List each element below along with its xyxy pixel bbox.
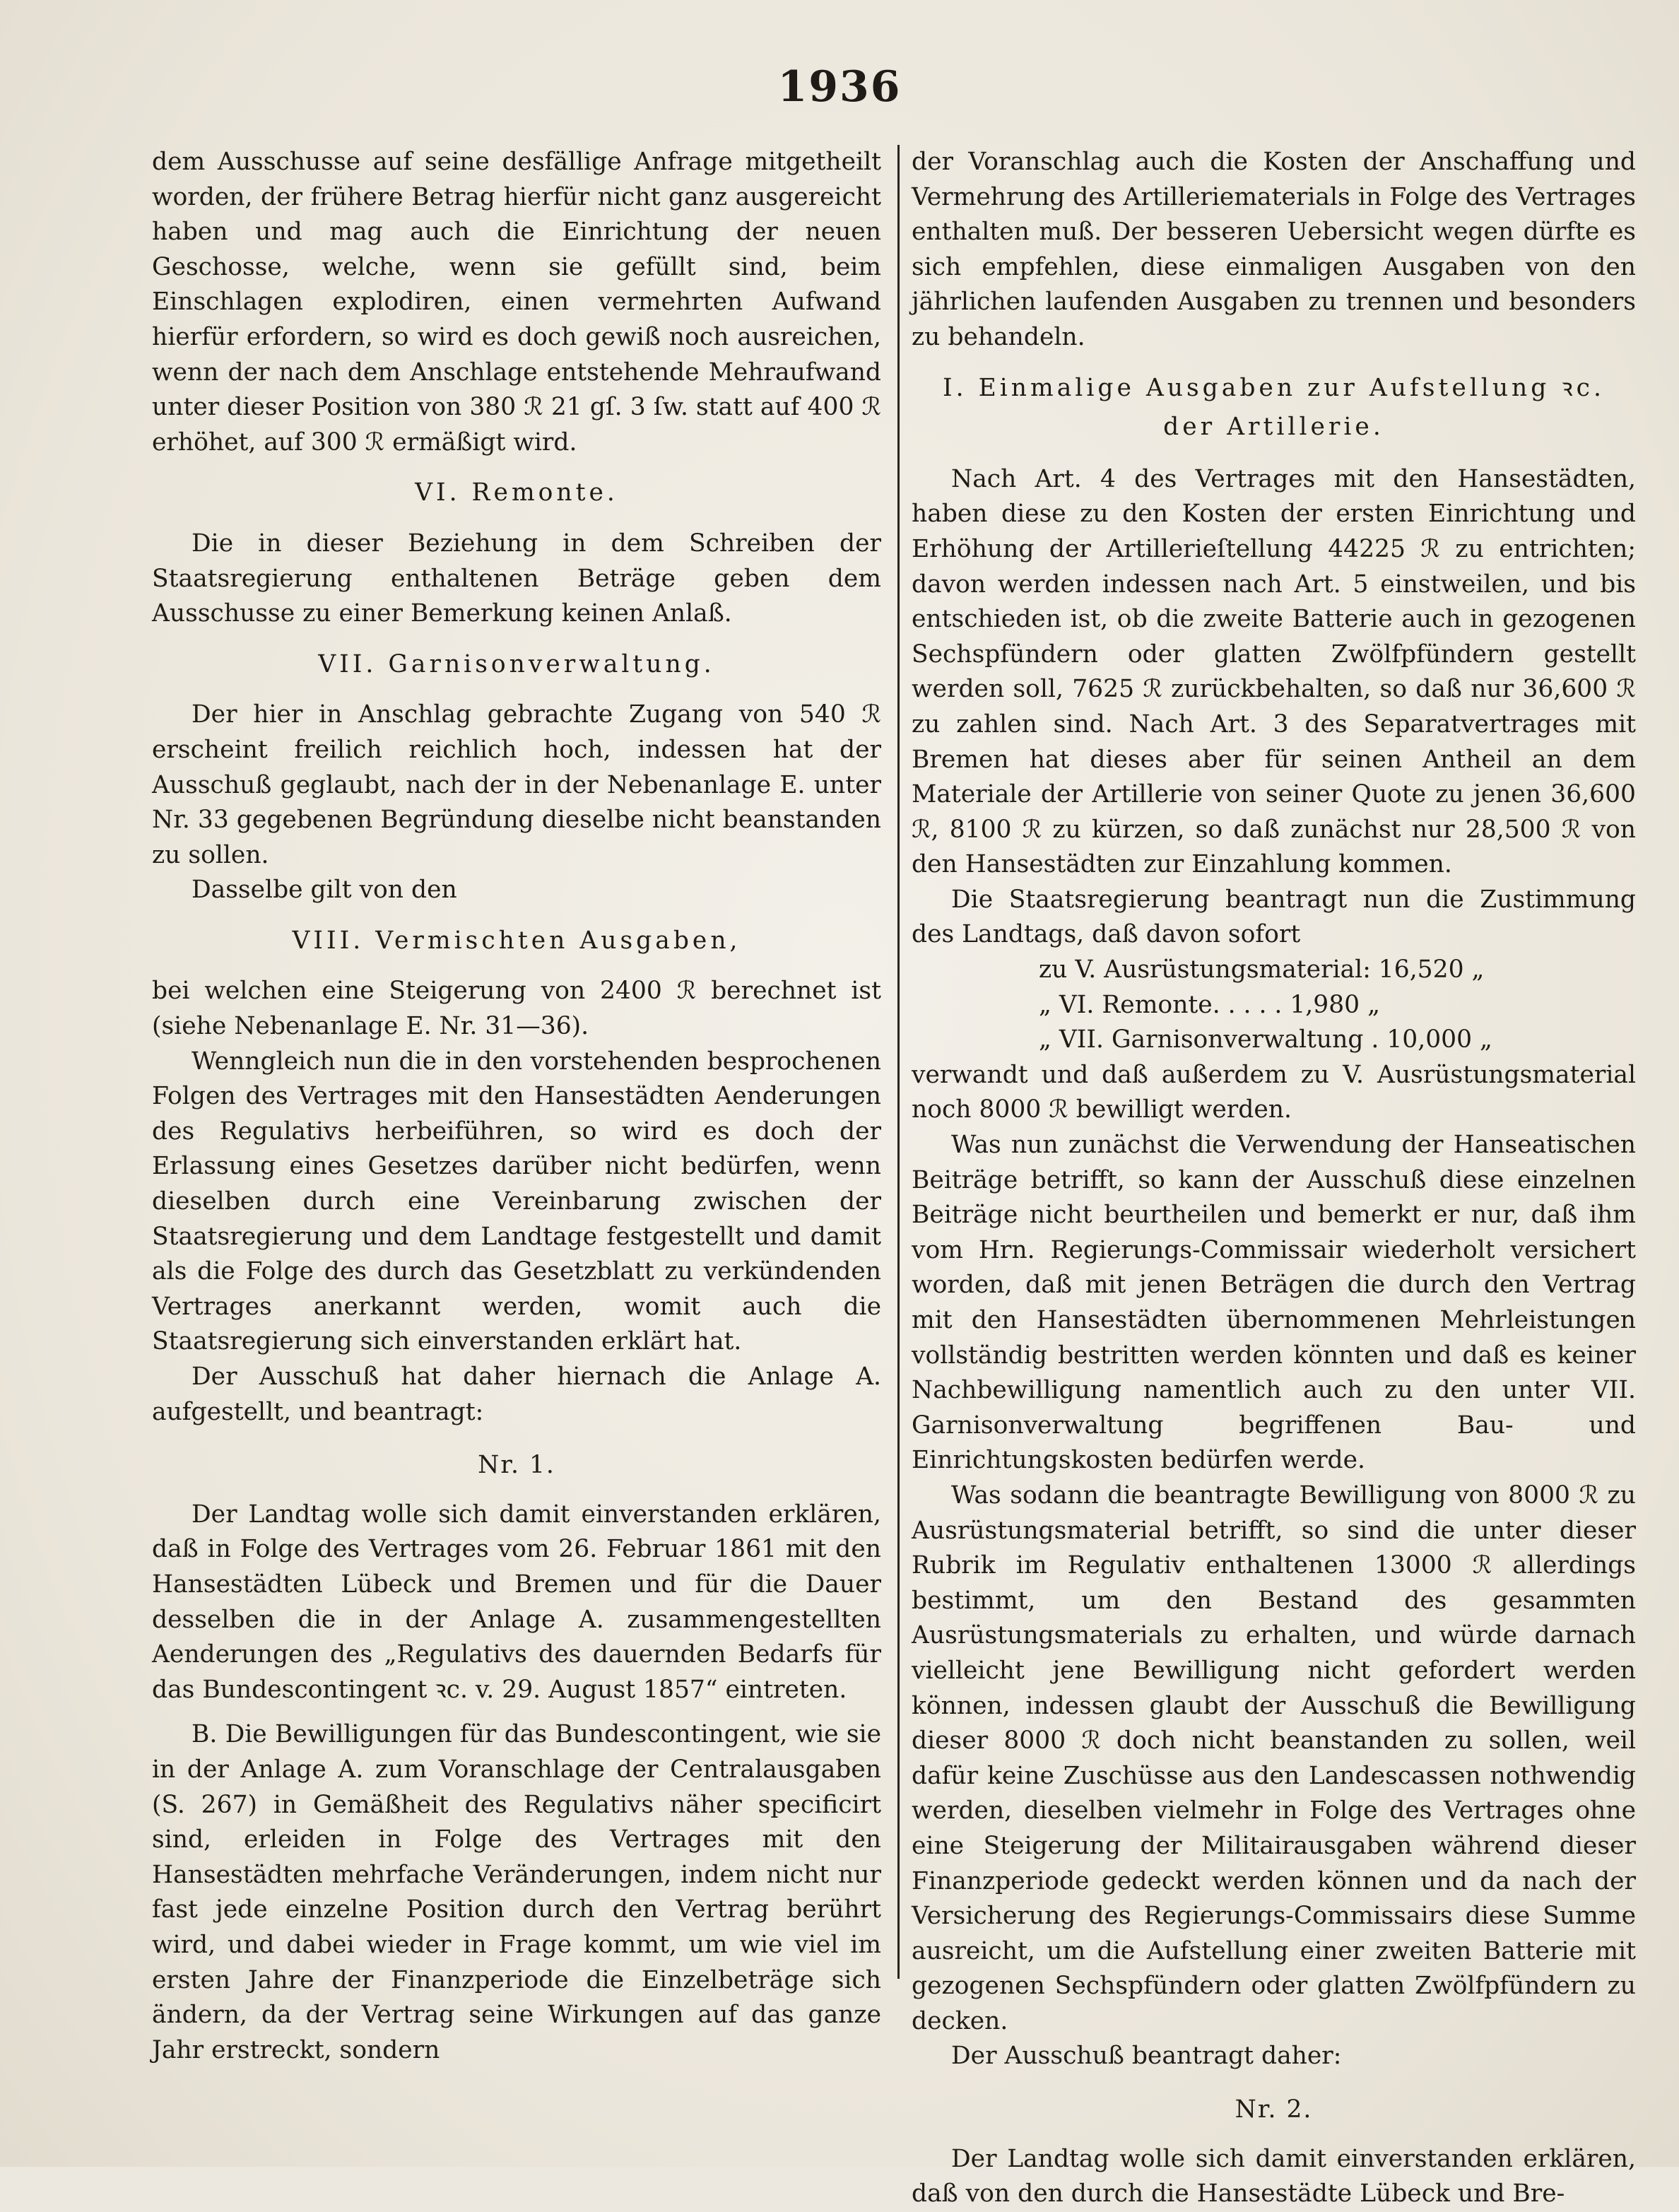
paragraph: Die Staatsregierung beantragt nun die Zustimmung des Landtags, daß davon sofort [912,885,1636,949]
paragraph: Nach Art. 4 des Vertrages mit den Hansestädten, haben diese zu den Kosten der ersten Einrichtung und Erhöhung der Artillerieſtellung 44225 ℛ︀ zu entrichten; davon werden indessen nach Art. 5 einstweilen, und bis entschieden ist, ob die zweite Batterie auch in gezogenen Sechspfündern oder glatten Zwölfpfündern gestellt werden soll, 7625 ℛ︀ zurückbehalten, so daß nur 36,600 ℛ︀ zu zahlen sind. Nach Art. 3 des Separatvertrages mit Bremen hat dieses aber für seinen Antheil an dem Materiale der Artillerie von seiner Quote zu jenen 36,600 ℛ︀, 8100 ℛ︀ zu kürzen, so daß zunächst nur 28,500 ℛ︀ von den Hansestädten zur Einzahlung kommen. [912,464,1636,879]
motion-heading-nr1: Nr. 1. [478,1451,555,1480]
column-divider [897,145,900,1979]
section-heading-i-cont: der Artillerie. [1163,413,1384,442]
motion-heading-nr2: Nr. 2. [1235,2095,1313,2124]
list-item: „ VI. Remonte. . . . . 1,980 „ [1039,990,1380,1019]
left-column [152,145,881,2068]
paragraph: Dasselbe gilt von den [192,876,457,905]
page-number: 1936 [777,62,902,112]
paragraph: B. Die Bewilligungen für das Bundescontingent, wie sie in der Anlage A. zum Voranschlage der Centralausgaben (S. 267) in Gemäßheit des Regulativs näher specificirt sind, erleiden in Folge des Vertrages mit den Hansestädten mehrfache Veränderungen, indem nicht nur fast jede einzelne Position durch den Vertrag berührt wird, und dabei wieder in Frage kommt, um wie viel im ersten Jahre der Finanzperiode die Einzelbeträge sich ändern, da der Vertrag seine Wirkungen auf das ganze Jahr erstreckt, sondern [152,1720,881,2064]
paragraph: Was nun zunächst die Verwendung der Hanseatischen Beiträge betrifft, so kann der Ausschuß diese einzelnen Beiträge nicht beurtheilen und bemerkt er nur, daß ihm vom Hrn. Regierungs-Commissair wiederholt versichert worden, daß mit jenen Beträgen die durch den Vertrag mit den Hansestädten übernommenen Mehrleistungen vollständig bestritten werden könnten und daß es keiner Nachbewilligung namentlich auch zu den unter VII. Garnisonverwaltung begriffenen Bau- und Einrichtungskosten bedürfen werde. [912,1131,1636,1475]
paragraph: Wenngleich nun die in den vorstehenden besprochenen Folgen des Vertrages mit den Hansestädten Aenderungen des Regulativs herbeiführen, so wird es doch der Erlassung eines Gesetzes darüber nicht bedürfen, wenn dieselben durch eine Vereinbarung zwischen der Staatsregierung und dem Landtage festgestellt und damit als die Folge des durch das Gesetzblatt zu verkündenden Vertrages anerkannt werden, womit auch die Staatsregierung sich einverstanden erklärt hat. [152,1047,881,1356]
paragraph: Der Ausschuß hat daher hiernach die Anlage A. aufgestellt, und beantragt: [152,1363,881,1426]
paragraph: verwandt und daß außerdem zu V. Ausrüstungsmaterial noch 8000 ℛ︀ bewilligt werden. [912,1060,1636,1124]
paragraph: Die in dieser Beziehung in dem Schreiben der Staatsregierung enthaltenen Beträge geben dem Ausschusse zu einer Bemerkung keinen Anlaß. [152,529,881,628]
section-heading-vi: VI. Remonte. [415,478,618,507]
paragraph: Was sodann die beantragte Bewilligung von 8000 ℛ︀ zu Ausrüstungsmaterial betrifft, so sind die unter dieser Rubrik im Regulativ enthaltenen 13000 ℛ︀ allerdings bestimmt, um den Bestand des gesammten Ausrüstungsmaterials zu erhalten, und würde darnach vielleicht jene Bewilligung nicht gefordert werden können, indessen glaubt der Ausschuß die Bewilligung dieser 8000 ℛ︀ doch nicht beanstanden zu sollen, weil dafür keine Zuschüsse aus den Landescassen nothwendig werden, dieselben vielmehr in Folge des Vertrages ohne eine Steigerung der Militairausgaben während dieser Finanzperiode gedeckt werden können und da nach der Versicherung des Regierungs-Commissairs diese Summe ausreicht, um die Aufstellung einer zweiten Batterie mit gezogenen Sechspfündern oder glatten Zwölfpfündern zu decken. [912,1481,1636,2035]
list-item: zu V. Ausrüstungsmaterial: 16,520 „ [1039,955,1485,984]
section-heading-vii: VII. Garnisonverwaltung. [318,649,715,678]
paragraph: bei welchen eine Steigerung von 2400 ℛ︀ berechnet ist (siehe Nebenanlage E. Nr. 31—36). [152,977,881,1041]
paragraph: Der hier in Anschlag gebrachte Zugang von 540 ℛ︀ erscheint freilich reichlich hoch, indessen hat der Ausschuß geglaubt, nach der in der Nebenanlage E. unter Nr. 33 gegebenen Begründung dieselbe nicht beanstanden zu sollen. [152,700,881,869]
section-heading-viii: VIII. Vermischten Ausgaben, [292,926,741,955]
list-item: „ VII. Garnisonverwaltung . 10,000 „ [1039,1025,1492,1054]
paragraph: Der Ausschuß beantragt daher: [951,2042,1342,2071]
paragraph: dem Ausschusse auf seine desfällige Anfrage mitgetheilt worden, der frühere Betrag hierfür nicht ganz ausgereicht haben und mag auch die Einrichtung der neuen Geschosse, welche, wenn sie gefüllt sind, beim Einschlagen explodiren, einen vermehrten Aufwand hierfür erfordern, so wird es doch gewiß noch ausreichen, wenn der nach dem Anschlage entstehende Mehraufwand unter dieser Position von 380 ℛ︀ 21 gſ. 3 ſw. statt auf 400 ℛ︀ erhöhet, auf 300 ℛ︀ ermäßigt wird. [152,148,881,457]
motion-text: Der Landtag wolle sich damit einverstanden erklären, daß von den durch die Hansestädte Lübeck und Bre- [912,2144,1636,2208]
right-column [912,145,1636,2212]
motion-text: Der Landtag wolle sich damit einverstanden erklären, daß in Folge des Vertrages vom 26. Februar 1861 mit den Hansestädten Lübeck und Bremen und für die Dauer desselben die in der Anlage A. zusammengestellten Aenderungen des „Regulativs des dauernden Bedarfs für das Bundescontingent ꝛc. v. 29. August 1857“ eintreten. [152,1500,881,1704]
paragraph: der Voranschlag auch die Kosten der Anschaffung und Vermehrung des Artilleriematerials in Folge des Vertrages enthalten muß. Der besseren Uebersicht wegen dürfte es sich empfehlen, diese einmaligen Ausgaben von den jährlichen laufenden Ausgaben zu trennen und besonders zu behandeln. [912,148,1636,351]
section-heading-i: I. Einmalige Ausgaben zur Aufstellung ꝛc. [943,373,1605,402]
